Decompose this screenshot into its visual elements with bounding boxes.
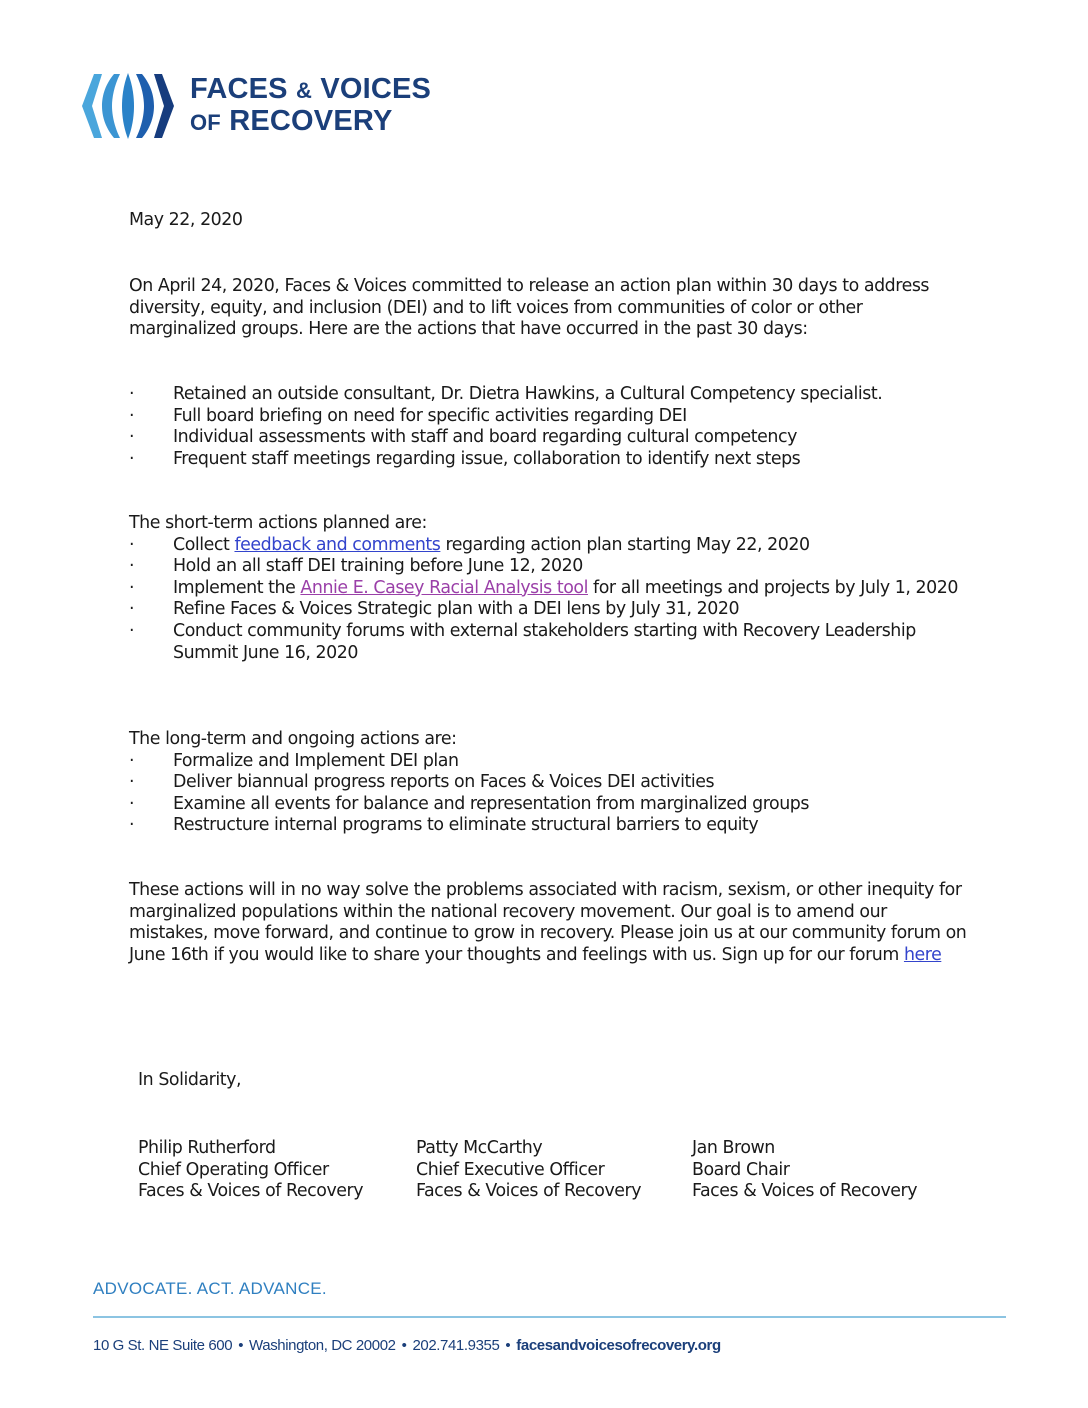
closing-paragraph bbox=[129, 880, 969, 966]
list-item bbox=[129, 794, 969, 816]
long-term-heading: The long-term and ongoing actions are: bbox=[129, 729, 457, 749]
list-item bbox=[129, 621, 969, 664]
signer-title: Chief Executive Officer bbox=[416, 1159, 605, 1180]
list-item-text: Conduct community forums with external stakeholders starting with Recovery Leadership Summit June 16, 2020 bbox=[173, 620, 916, 663]
list-item-text: Examine all events for balance and representation from marginalized groups bbox=[173, 793, 809, 814]
short-term-heading: The short-term actions planned are: bbox=[129, 513, 427, 533]
signer-brown bbox=[692, 1138, 917, 1203]
logo-word-faces: FACES bbox=[190, 73, 288, 105]
bullet-icon: · bbox=[129, 599, 135, 620]
footer-city: Washington, DC 20002 bbox=[249, 1337, 396, 1354]
long-term-section bbox=[129, 729, 969, 837]
list-item bbox=[129, 427, 969, 449]
separator-dot-icon: • bbox=[401, 1337, 407, 1354]
list-item-text: Implement the bbox=[173, 577, 301, 598]
bullet-icon: · bbox=[129, 793, 135, 814]
closing-text: These actions will in no way solve the problems associated with racism, sexism, or other inequity for marginalized populations within the national recovery movement. Our goal is to amend our mistakes, move forward, and continue to grow in recovery. Please join us at our community forum on June 16th if you would like to share your thoughts and feelings with us. Sign up for our forum bbox=[129, 880, 967, 965]
list-item bbox=[129, 772, 969, 794]
letter-date: May 22, 2020 bbox=[129, 210, 243, 230]
bullet-icon: · bbox=[129, 405, 135, 426]
sign-off: In Solidarity, bbox=[138, 1070, 242, 1090]
signer-mccarthy bbox=[416, 1138, 692, 1203]
separator-dot-icon: • bbox=[505, 1337, 511, 1354]
bullet-icon: · bbox=[129, 384, 135, 404]
footer-address: 10 G St. NE Suite 600 bbox=[93, 1337, 233, 1354]
logo-word-voices: VOICES bbox=[320, 73, 432, 105]
list-item bbox=[129, 815, 969, 837]
list-item-text: Full board briefing on need for specific activities regarding DEI bbox=[173, 405, 687, 426]
signer-org: Faces & Voices of Recovery bbox=[138, 1181, 364, 1202]
logo-line-2 bbox=[190, 106, 431, 138]
bullet-icon: · bbox=[129, 534, 135, 555]
footer-tagline: ADVOCATE. ACT. ADVANCE. bbox=[93, 1279, 327, 1298]
list-item bbox=[129, 449, 969, 471]
feedback-link[interactable]: feedback and comments bbox=[234, 534, 441, 555]
signer-name: Jan Brown bbox=[692, 1138, 775, 1158]
list-item bbox=[129, 556, 969, 578]
racial-analysis-tool-link[interactable]: Annie E. Casey Racial Analysis tool bbox=[300, 577, 588, 598]
bullet-icon: · bbox=[129, 427, 135, 448]
list-item bbox=[129, 384, 969, 406]
list-item-text: Deliver biannual progress reports on Faces & Voices DEI activities bbox=[173, 772, 715, 793]
list-item-text: regarding action plan starting May 22, 2020 bbox=[440, 534, 810, 555]
logo-ampersand: & bbox=[295, 78, 313, 103]
short-term-section bbox=[129, 513, 969, 664]
completed-actions-list bbox=[129, 384, 969, 470]
list-item bbox=[129, 599, 969, 621]
separator-dot-icon: • bbox=[238, 1337, 244, 1354]
signer-name: Patty McCarthy bbox=[416, 1138, 543, 1158]
logo-chevrons-icon bbox=[80, 72, 176, 140]
list-item-text: Formalize and Implement DEI plan bbox=[173, 750, 459, 771]
signer-title: Board Chair bbox=[692, 1159, 790, 1180]
list-item-text: for all meetings and projects by July 1, 2020 bbox=[587, 577, 958, 598]
long-term-actions-list bbox=[129, 751, 969, 837]
list-item-text: Collect bbox=[173, 534, 235, 555]
bullet-icon: · bbox=[129, 577, 135, 598]
logo-word-of: OF bbox=[190, 110, 221, 135]
logo-wordmark bbox=[190, 74, 431, 138]
footer-contact bbox=[93, 1337, 721, 1354]
logo-word-recovery: RECOVERY bbox=[229, 105, 393, 137]
list-item-text: Refine Faces & Voices Strategic plan with a DEI lens by July 31, 2020 bbox=[173, 599, 740, 620]
bullet-icon: · bbox=[129, 448, 135, 469]
list-item-text: Frequent staff meetings regarding issue, collaboration to identify next steps bbox=[173, 448, 801, 469]
forum-signup-link[interactable]: here bbox=[903, 944, 942, 965]
list-item bbox=[129, 535, 969, 557]
bullet-icon: · bbox=[129, 620, 135, 641]
signer-title: Chief Operating Officer bbox=[138, 1159, 329, 1180]
list-item-text: Hold an all staff DEI training before June 12, 2020 bbox=[173, 556, 583, 577]
signer-rutherford bbox=[138, 1138, 416, 1203]
list-item bbox=[129, 751, 969, 773]
list-item-text: Retained an outside consultant, Dr. Dietra Hawkins, a Cultural Competency specialist. bbox=[173, 384, 883, 404]
list-item-text: Restructure internal programs to eliminate structural barriers to equity bbox=[173, 815, 759, 836]
bullet-icon: · bbox=[129, 750, 135, 771]
logo-line-1 bbox=[190, 74, 431, 106]
signer-org: Faces & Voices of Recovery bbox=[416, 1181, 642, 1202]
signature-block bbox=[138, 1138, 917, 1203]
list-item-text: Individual assessments with staff and board regarding cultural competency bbox=[173, 427, 797, 448]
footer-divider bbox=[93, 1316, 1006, 1318]
organization-logo bbox=[80, 70, 431, 142]
bullet-icon: · bbox=[129, 556, 135, 577]
list-item bbox=[129, 578, 969, 600]
short-term-actions-list bbox=[129, 535, 969, 665]
bullet-icon: · bbox=[129, 815, 135, 836]
signer-name: Philip Rutherford bbox=[138, 1138, 276, 1158]
intro-paragraph: On April 24, 2020, Faces & Voices committed to release an action plan within 30 days to address diversity, equity, and inclusion (DEI) and to lift voices from communities of color or other marginalized groups. Here are the actions that have occurred in the past 30 days: bbox=[129, 276, 930, 340]
list-item bbox=[129, 406, 969, 428]
footer-phone: 202.741.9355 bbox=[412, 1337, 500, 1354]
signer-org: Faces & Voices of Recovery bbox=[692, 1181, 918, 1202]
footer-website[interactable]: facesandvoicesofrecovery.org bbox=[516, 1337, 721, 1354]
bullet-icon: · bbox=[129, 772, 135, 793]
